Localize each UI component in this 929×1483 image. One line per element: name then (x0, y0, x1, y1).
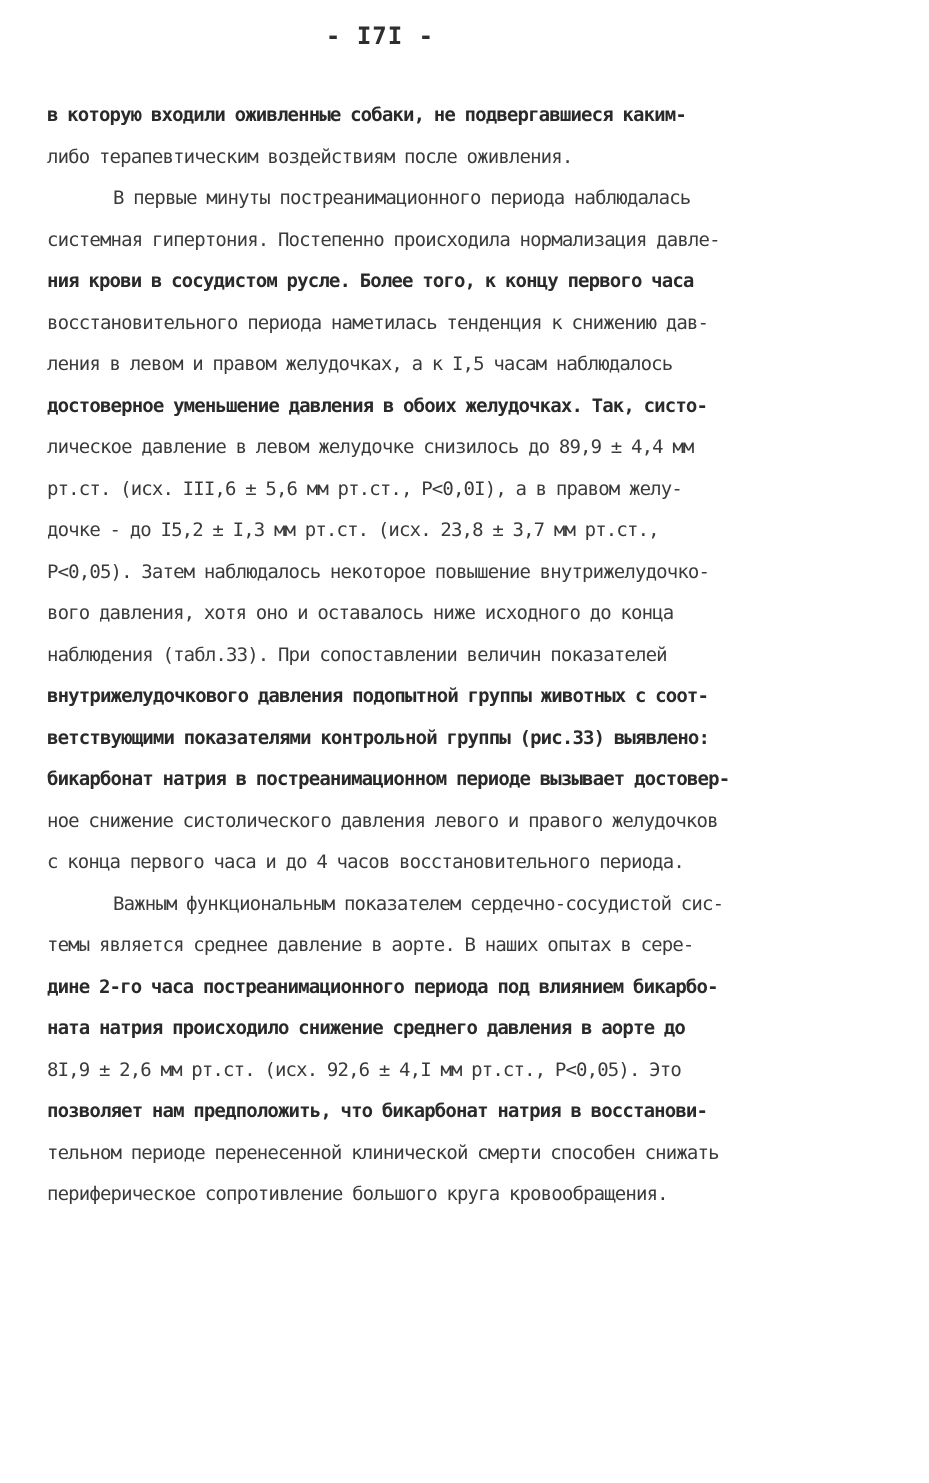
text-line: рт.ст. (исх. III,6 ± 5,6 мм рт.ст., P<0,0I), а в правом желу- (47, 477, 682, 500)
text-line: восстановительного периода наметилась тенденция к снижению дав- (47, 311, 709, 334)
text-line: дочке - до I5,2 ± I,3 мм рт.ст. (исх. 23,8 ± 3,7 мм рт.ст., (47, 519, 659, 541)
text-line: дине 2-го часа постреанимационного периода под влиянием бикарбо- (47, 975, 718, 998)
text-line: ната натрия происходило снижение среднего давления в аорте до (47, 1017, 685, 1039)
text-line: ния крови в сосудистом русле. Более того, к концу первого часа (47, 270, 694, 292)
text-line: ное снижение систолического давления левого и правого желудочков (47, 809, 718, 832)
text-line: тельном периоде перенесенной клинической смерти способен снижать (47, 1141, 719, 1164)
text-line: позволяет нам предположить, что бикарбонат натрия в восстанови- (47, 1100, 708, 1122)
paragraph-first-line: Важным функциональным показателем сердечно-сосудистой сис- (113, 892, 724, 915)
text-line: ветствующими показателями контрольной группы (рис.33) выявлено: (47, 726, 710, 749)
text-line: лическое давление в левом желудочке снизилось до 89,9 ± 4,4 мм (47, 436, 694, 458)
text-line: с конца первого часа и до 4 часов восстановительного периода. (47, 851, 684, 873)
text-line: либо терапевтическим воздействиям после оживления. (47, 145, 573, 168)
body-text (47, 95, 887, 1216)
text-line: в которую входили оживленные собаки, не подвергавшиеся каким- (47, 104, 686, 126)
text-line: вого давления, хотя оно и оставалось ниже исходного до конца (47, 602, 674, 624)
text-line: достоверное уменьшение давления в обоих желудочках. Так, систо- (47, 394, 708, 417)
text-line: темы является среднее давление в аорте. В наших опытах в сере- (47, 934, 694, 956)
text-line: бикарбонат натрия в постреанимационном периоде вызывает достовер- (47, 768, 730, 790)
paragraph-first-line: В первые минуты постреанимационного периода наблюдалась (113, 187, 691, 209)
text-line: внутрижелудочкового давления подопытной группы животных с соот- (47, 685, 709, 707)
text-line: периферическое сопротивление большого круга кровообращения. (47, 1183, 668, 1205)
text-line: 8I,9 ± 2,6 мм рт.ст. (исх. 92,6 ± 4,I мм рт.ст., P<0,05). Это (47, 1058, 681, 1081)
text-line: P<0,05). Затем наблюдалось некоторое повышение внутрижелудочко- (47, 560, 710, 583)
text-line: системная гипертония. Постепенно происходила нормализация давле- (47, 228, 720, 251)
text-line: наблюдения (табл.33). При сопоставлении величин показателей (47, 643, 667, 666)
text-line: ления в левом и правом желудочках, а к I,5 часам наблюдалось (47, 353, 673, 375)
page-number: - I7I - (325, 22, 435, 50)
